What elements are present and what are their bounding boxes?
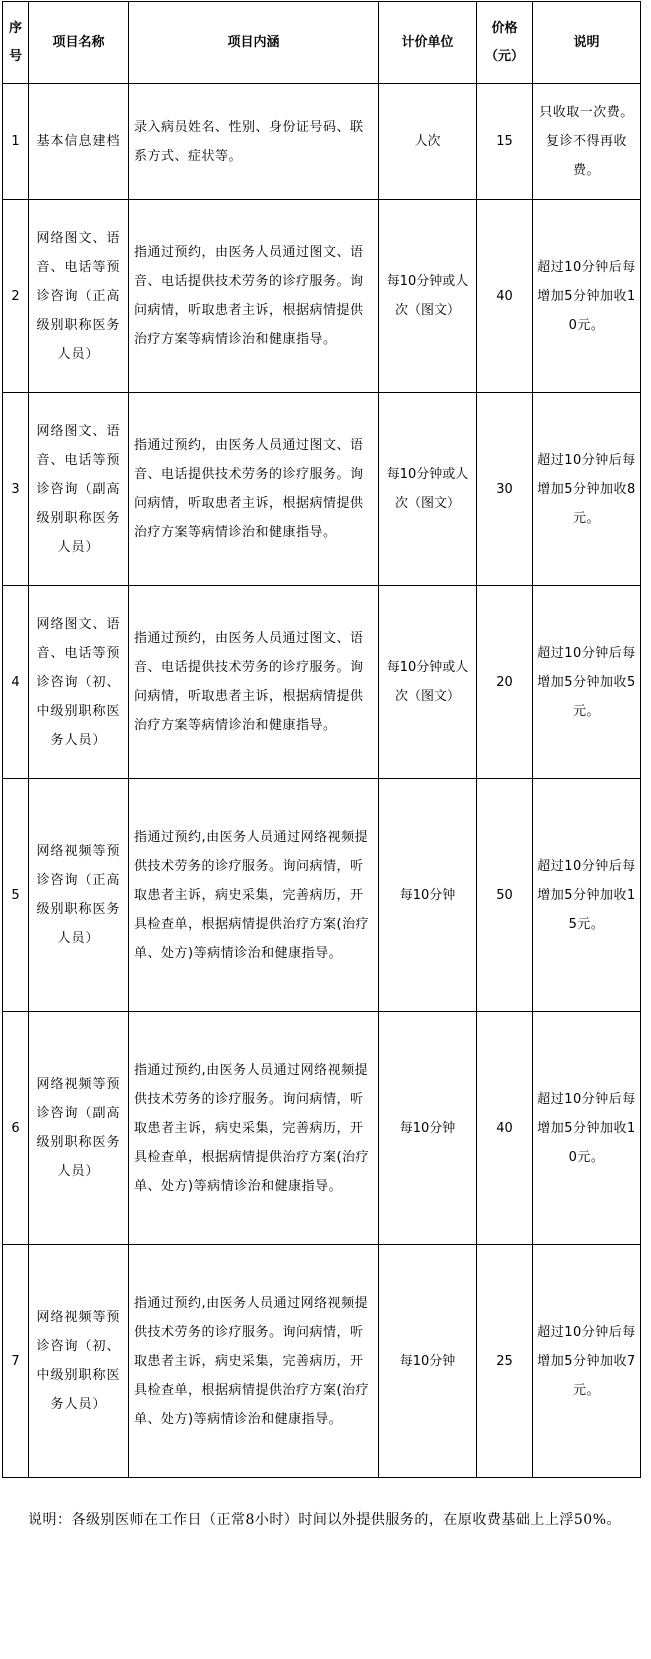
row-no: 4 [3, 586, 29, 779]
row-price: 20 [477, 586, 533, 779]
table-row [3, 200, 641, 393]
row-note: 超过10分钟后每增加5分钟加收15元。 [533, 779, 641, 1012]
row-name: 网络图文、语音、电话等预诊咨询（副高级别职称医务人员） [29, 393, 129, 586]
row-note: 只收取一次费。复诊不得再收费。 [533, 84, 641, 200]
header-price: 价格（元） [477, 2, 533, 84]
row-unit: 人次 [379, 84, 477, 200]
row-name: 基本信息建档 [29, 84, 129, 200]
table-row [3, 393, 641, 586]
row-content: 录入病员姓名、性别、身份证号码、联系方式、症状等。 [129, 84, 379, 200]
row-price: 50 [477, 779, 533, 1012]
row-note: 超过10分钟后每增加5分钟加收10元。 [533, 1012, 641, 1245]
price-table [2, 1, 641, 1478]
header-no: 序号 [3, 2, 29, 84]
row-unit: 每10分钟 [379, 779, 477, 1012]
row-no: 2 [3, 200, 29, 393]
row-content: 指通过预约，由医务人员通过图文、语音、电话提供技术劳务的诊疗服务。询问病情，听取患者主诉，根据病情提供治疗方案等病情诊治和健康指导。 [129, 586, 379, 779]
row-no: 6 [3, 1012, 29, 1245]
row-name: 网络视频等预诊咨询（正高级别职称医务人员） [29, 779, 129, 1012]
row-unit: 每10分钟 [379, 1245, 477, 1478]
row-note: 超过10分钟后每增加5分钟加收7元。 [533, 1245, 641, 1478]
row-name: 网络视频等预诊咨询（副高级别职称医务人员） [29, 1012, 129, 1245]
row-no: 7 [3, 1245, 29, 1478]
table-row [3, 779, 641, 1012]
header-row [3, 2, 641, 84]
row-content: 指通过预约，由医务人员通过图文、语音、电话提供技术劳务的诊疗服务。询问病情，听取患者主诉，根据病情提供治疗方案等病情诊治和健康指导。 [129, 200, 379, 393]
row-note: 超过10分钟后每增加5分钟加收10元。 [533, 200, 641, 393]
row-price: 25 [477, 1245, 533, 1478]
row-unit: 每10分钟或人次（图文） [379, 393, 477, 586]
row-name: 网络图文、语音、电话等预诊咨询（初、中级别职称医务人员） [29, 586, 129, 779]
row-note: 超过10分钟后每增加5分钟加收5元。 [533, 586, 641, 779]
row-price: 30 [477, 393, 533, 586]
row-no: 5 [3, 779, 29, 1012]
table-row [3, 586, 641, 779]
header-name: 项目名称 [29, 2, 129, 84]
row-no: 1 [3, 84, 29, 200]
table-row [3, 1012, 641, 1245]
footer-note: 说明：各级别医师在工作日（正常8小时）时间以外提供服务的，在原收费基础上上浮50%。 [28, 1512, 622, 1528]
header-unit: 计价单位 [379, 2, 477, 84]
row-content: 指通过预约,由医务人员通过网络视频提供技术劳务的诊疗服务。询问病情，听取患者主诉，病史采集，完善病历，开具检查单，根据病情提供治疗方案(治疗单、处方)等病情诊治和健康指导。 [129, 779, 379, 1012]
header-content: 项目内涵 [129, 2, 379, 84]
row-note: 超过10分钟后每增加5分钟加收8元。 [533, 393, 641, 586]
row-price: 40 [477, 1012, 533, 1245]
row-unit: 每10分钟或人次（图文） [379, 200, 477, 393]
row-price: 15 [477, 84, 533, 200]
row-name: 网络图文、语音、电话等预诊咨询（正高级别职称医务人员） [29, 200, 129, 393]
row-no: 3 [3, 393, 29, 586]
row-content: 指通过预约,由医务人员通过网络视频提供技术劳务的诊疗服务。询问病情，听取患者主诉，病史采集，完善病历，开具检查单，根据病情提供治疗方案(治疗单、处方)等病情诊治和健康指导。 [129, 1245, 379, 1478]
row-content: 指通过预约,由医务人员通过网络视频提供技术劳务的诊疗服务。询问病情，听取患者主诉，病史采集，完善病历，开具检查单，根据病情提供治疗方案(治疗单、处方)等病情诊治和健康指导。 [129, 1012, 379, 1245]
header-note: 说明 [533, 2, 641, 84]
row-unit: 每10分钟 [379, 1012, 477, 1245]
row-unit: 每10分钟或人次（图文） [379, 586, 477, 779]
row-price: 40 [477, 200, 533, 393]
row-name: 网络视频等预诊咨询（初、中级别职称医务人员） [29, 1245, 129, 1478]
table-row [3, 84, 641, 200]
row-content: 指通过预约，由医务人员通过图文、语音、电话提供技术劳务的诊疗服务。询问病情，听取患者主诉，根据病情提供治疗方案等病情诊治和健康指导。 [129, 393, 379, 586]
table-row [3, 1245, 641, 1478]
